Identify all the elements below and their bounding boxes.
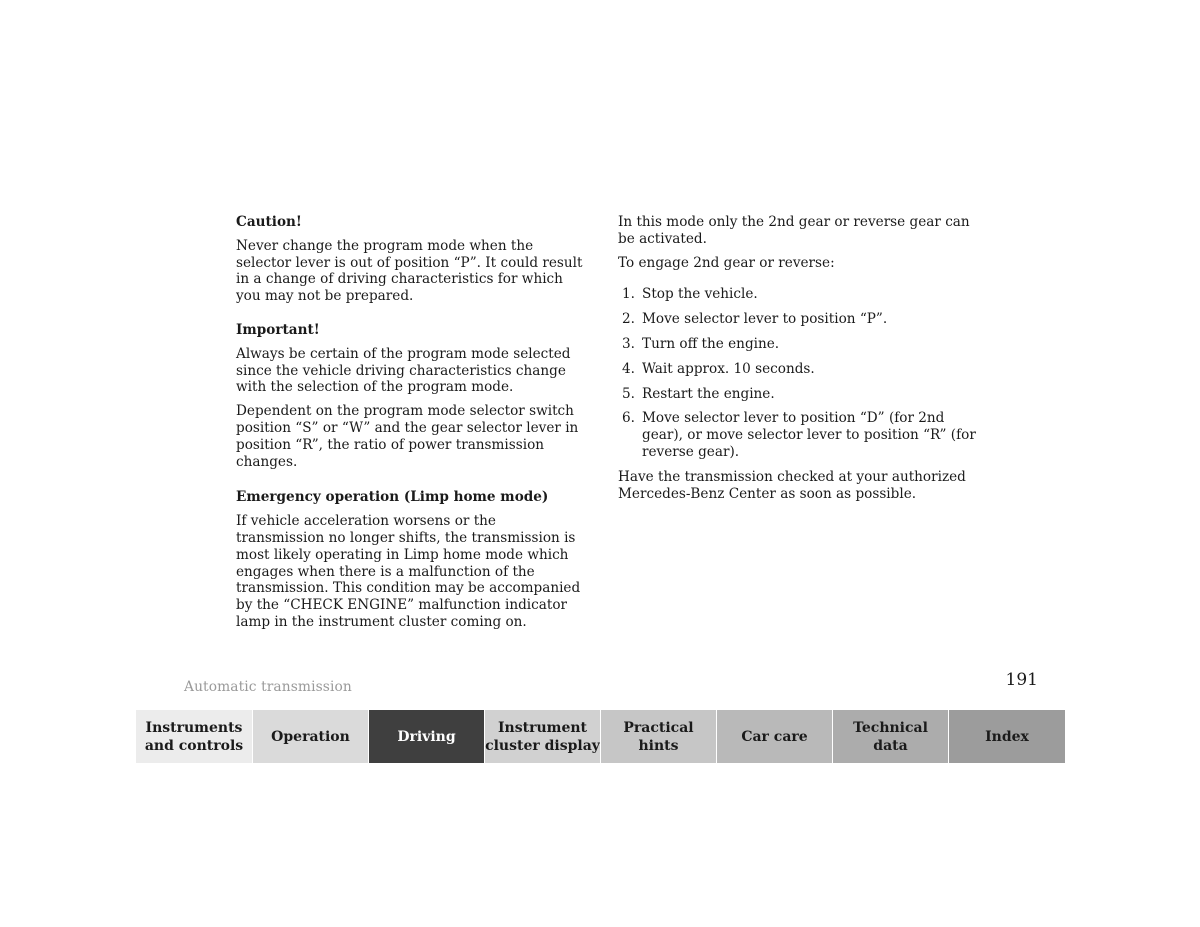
caution-heading: Caution!	[236, 214, 302, 230]
tab-technical-data[interactable]	[832, 710, 948, 763]
tab-label: data	[873, 737, 908, 754]
tab-instrument-cluster-display[interactable]	[484, 710, 600, 763]
tab-label: Technical	[853, 719, 928, 736]
tab-operation[interactable]	[252, 710, 368, 763]
step-number: 5.	[622, 385, 635, 402]
emergency-heading: Emergency operation (Limp home mode)	[236, 489, 549, 506]
chapter-nav-tabs	[136, 710, 1065, 763]
section-label: Automatic transmission	[184, 679, 352, 695]
page-number: 191	[1005, 670, 1038, 690]
step-item	[618, 361, 988, 378]
tab-label: Index	[985, 728, 1029, 745]
step-number: 3.	[622, 335, 635, 352]
step-text: Restart the engine.	[642, 385, 775, 402]
step-item	[618, 410, 988, 460]
tab-practical-hints[interactable]	[600, 710, 716, 763]
closing-text: Have the transmission checked at your authorized Mercedes-Benz Center as soon as possible.	[618, 468, 966, 502]
tab-label: Instrument	[498, 719, 587, 736]
step-text: Turn off the engine.	[642, 335, 780, 352]
left-column	[236, 214, 588, 638]
tab-label: cluster display	[485, 737, 600, 754]
tab-label: Driving	[397, 728, 456, 745]
step-number: 1.	[622, 286, 635, 303]
tab-label: Instruments	[145, 719, 243, 736]
step-text: Stop the vehicle.	[642, 286, 758, 303]
tab-car-care[interactable]	[716, 710, 832, 763]
intro-text: In this mode only the 2nd gear or reverse gear can be activated.	[618, 214, 970, 247]
step-item	[618, 386, 988, 403]
important-heading: Important!	[236, 321, 320, 338]
step-item	[618, 311, 988, 328]
tab-label: and controls	[144, 737, 244, 754]
tab-instruments-and-controls[interactable]	[136, 710, 252, 763]
engage-text: To engage 2nd gear or reverse:	[618, 254, 835, 271]
emergency-text: If vehicle acceleration worsens or the transmission no longer shifts, the transmission is most likely operating in Limp home mode which engages when there is a malfunction of the transmission. This condition may be accompanied by the “CHECK ENGINE” malfunction indicator lamp in the instrument cluster coming on.	[236, 513, 581, 630]
tab-label: Practical hints	[623, 719, 694, 754]
steps-list	[618, 286, 988, 460]
step-text: Move selector lever to position “D” (for 2nd gear), or move selector lever to position “R” (for reverse gear).	[642, 410, 976, 460]
step-item	[618, 286, 988, 303]
tab-driving[interactable]	[368, 710, 484, 763]
step-item	[618, 336, 988, 353]
important-text-2: Dependent on the program mode selector switch position “S” or “W” and the gear selector lever in position “R”, the ratio of power transmission changes.	[236, 403, 579, 470]
step-number: 4.	[622, 360, 635, 377]
important-text-1: Always be certain of the program mode selected since the vehicle driving characteristics change with the selection of the program mode.	[236, 345, 571, 396]
step-number: 2.	[622, 311, 635, 328]
tab-label: Operation	[271, 728, 350, 745]
step-text: Move selector lever to position “P”.	[642, 311, 888, 328]
tab-label: Car care	[741, 728, 808, 745]
caution-text: Never change the program mode when the selector lever is out of position “P”. It could result in a change of driving characteristics for which you may not be prepared.	[236, 237, 583, 305]
step-number: 6.	[622, 410, 635, 427]
step-text: Wait approx. 10 seconds.	[642, 360, 815, 377]
right-column	[618, 214, 988, 509]
tab-index[interactable]	[948, 710, 1065, 763]
